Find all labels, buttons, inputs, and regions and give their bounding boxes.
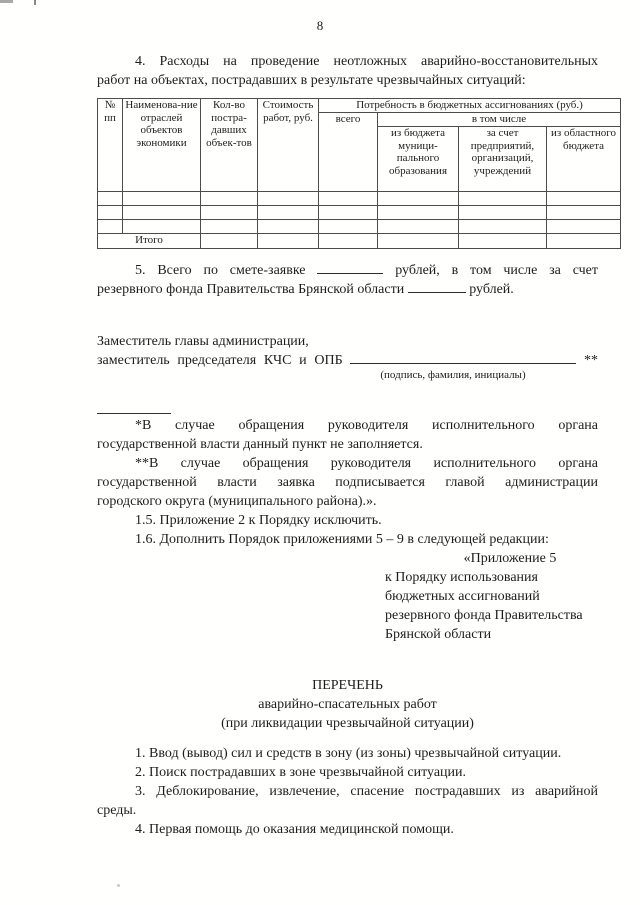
footnote-2-line3: городского округа (муниципального района).». <box>97 494 377 509</box>
empty-cell <box>201 234 258 249</box>
list-item-2: 2. Поиск пострадавших в зоне чрезвычайной ситуации. <box>135 765 467 780</box>
table-row <box>98 192 621 206</box>
perechen-heading <box>97 676 598 733</box>
signature-title-line1: Заместитель главы администрации, <box>97 334 309 349</box>
paragraph-5 <box>97 261 598 299</box>
col-header-count: Кол-во постра-давших объек-тов <box>201 99 258 192</box>
signature-line2-label: заместитель председателя КЧС и ОПБ <box>97 353 343 368</box>
empty-cell <box>459 234 547 249</box>
page-number: 8 <box>316 18 324 33</box>
perechen-title: ПЕРЕЧЕНЬ <box>312 678 383 693</box>
col-header-sub-enterprises: за счет предприятий, организаций, учреждений <box>459 127 547 192</box>
signature-caption: (подпись, фамилия, инициалы) <box>380 369 526 381</box>
empty-cell <box>123 206 201 220</box>
footnote-2-line2: государственной власти заявка подписывается главой администрации <box>97 475 598 490</box>
scan-artifact <box>34 0 36 5</box>
empty-cell <box>378 220 459 234</box>
appendix-line3: бюджетных ассигнований <box>385 589 540 604</box>
empty-cell <box>319 234 378 249</box>
empty-cell <box>378 206 459 220</box>
paragraph-4-line2: работ на объектах, пострадавших в результате чрезвычайных ситуаций: <box>97 73 526 88</box>
empty-cell <box>378 234 459 249</box>
appendix-line5: Брянской области <box>385 627 492 642</box>
footnote-1-line1: *В случае обращения руководителя исполнительного органа <box>135 418 598 433</box>
empty-cell <box>258 220 319 234</box>
empty-cell <box>459 206 547 220</box>
empty-cell <box>319 192 378 206</box>
empty-cell <box>459 220 547 234</box>
empty-cell <box>98 192 123 206</box>
appendix-5-reference-block <box>385 549 605 644</box>
expenses-table <box>97 98 621 249</box>
empty-cell <box>547 220 621 234</box>
scan-artifact <box>117 884 120 887</box>
paragraph-5-line2-pre: резервного фонда Правительства Брянской области <box>97 282 405 297</box>
item-1-5: 1.5. Приложение 2 к Порядку исключить. <box>135 513 382 528</box>
table-header-row-1 <box>98 99 621 113</box>
col-header-need: Потребность в бюджетных ассигнованиях (руб.) <box>319 99 621 113</box>
table-row <box>98 206 621 220</box>
empty-cell <box>378 192 459 206</box>
empty-cell <box>258 234 319 249</box>
col-header-including: в том числе <box>378 113 621 127</box>
list-item-3-line2: среды. <box>97 803 137 818</box>
footnotes-block <box>97 416 598 549</box>
empty-cell <box>123 192 201 206</box>
empty-cell <box>258 192 319 206</box>
paragraph-5-line2-post: рублей. <box>469 282 514 297</box>
list-item-4: 4. Первая помощь до оказания медицинской помощи. <box>135 822 454 837</box>
empty-cell <box>547 234 621 249</box>
blank-amount-field <box>317 261 383 274</box>
paragraph-4-line1: 4. Расходы на проведение неотложных аварийно-восстановительных <box>135 54 598 69</box>
empty-cell <box>258 206 319 220</box>
empty-cell <box>547 206 621 220</box>
paragraph-4 <box>97 52 598 90</box>
empty-cell <box>98 206 123 220</box>
col-header-name: Наименова-ние отраслей объектов экономики <box>123 99 201 192</box>
blank-amount-field <box>408 280 466 293</box>
paragraph-5-line1-pre: 5. Всего по смете-заявке <box>135 263 306 278</box>
col-header-num: № пп <box>98 99 123 192</box>
appendix-line4: резервного фонда Правительства <box>385 608 583 623</box>
rescue-works-list <box>97 744 598 839</box>
col-header-sub-regional: из областного бюджета <box>547 127 621 192</box>
list-item-3-line1: 3. Деблокирование, извлечение, спасение пострадавших из аварийной <box>135 784 598 799</box>
appendix-line2: к Порядку использования <box>385 570 538 585</box>
perechen-subtitle1: аварийно-спасательных работ <box>258 697 437 712</box>
empty-cell <box>201 220 258 234</box>
footnote-1-line2: государственной власти данный пункт не заполняется. <box>97 437 423 452</box>
empty-cell <box>459 192 547 206</box>
paragraph-5-line1 <box>97 261 598 280</box>
perechen-subtitle2: (при ликвидации чрезвычайной ситуации) <box>221 716 474 731</box>
footnote-2-line1: **В случае обращения руководителя исполнительного органа <box>135 456 598 471</box>
empty-cell <box>319 220 378 234</box>
empty-cell <box>547 192 621 206</box>
table-total-row <box>98 234 621 249</box>
empty-cell <box>201 206 258 220</box>
col-header-sub-municipal: из бюджета муници-пального образования <box>378 127 459 192</box>
paragraph-5-line2 <box>97 280 598 299</box>
signature-block <box>97 332 598 382</box>
footnote-separator-rule <box>97 413 171 414</box>
appendix-line1: «Приложение 5 <box>463 551 557 566</box>
col-header-cost: Стоимость работ, руб. <box>258 99 319 192</box>
scan-artifact <box>0 0 13 3</box>
double-asterisk-marker: ** <box>584 353 599 368</box>
item-1-6: 1.6. Дополнить Порядок приложениями 5 – 9 в следующей редакции: <box>135 532 549 547</box>
table-row <box>98 220 621 234</box>
col-header-total: всего <box>319 113 378 192</box>
empty-cell <box>319 206 378 220</box>
empty-cell <box>98 220 123 234</box>
list-item-1: 1. Ввод (вывод) сил и средств в зону (из зоны) чрезвычайной ситуации. <box>135 746 562 761</box>
empty-cell <box>123 220 201 234</box>
paragraph-5-line1-post: рублей, в том числе за счет <box>395 263 599 278</box>
total-row-label: Итого <box>98 234 201 249</box>
empty-cell <box>201 192 258 206</box>
signature-blank-field <box>350 351 576 364</box>
